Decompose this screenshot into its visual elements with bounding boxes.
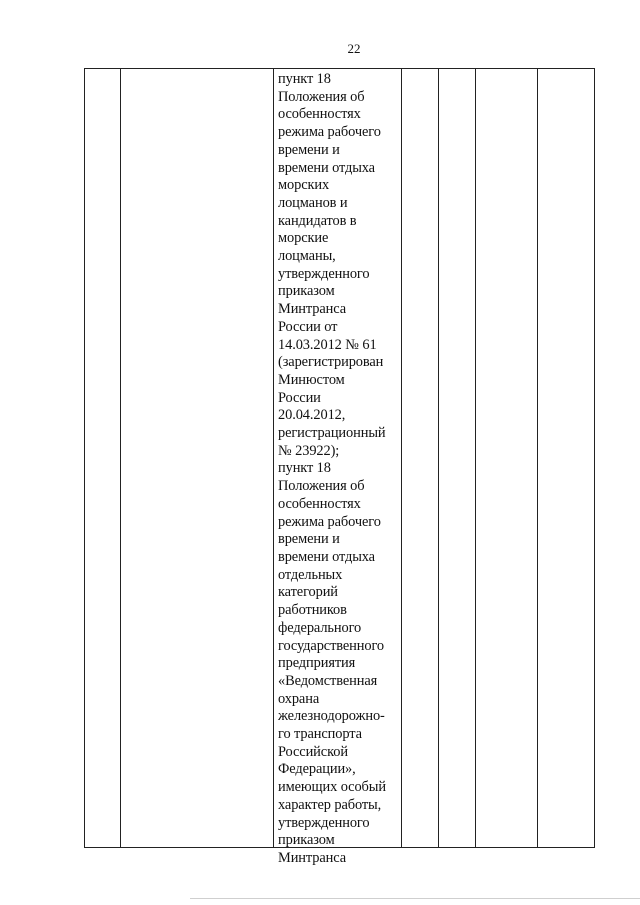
bottom-rule: [190, 898, 640, 899]
column-divider-4: [438, 68, 439, 848]
page-number: 22: [347, 41, 361, 56]
column-divider-3: [401, 68, 402, 848]
column-divider-6: [537, 68, 538, 848]
column-divider-5: [475, 68, 476, 848]
table-cell-text: пункт 18 Положения об особенностях режима рабочего времени и времени отдыха морских лоцманов и кандидатов в морские лоцманы, утвержденного приказом Минтранса России от 14.03.2012 № 61 (зарегистрирован Минюстом России 20.04.2012, регистрационный № 23922); пункт 18 Положения об особенностях режима рабочего времени и времени отдыха отдельных категорий работников федерального государственного предприятия «Ведомственная охрана железнодорожно- го транспорта Российской Федерации», имеющих особый характер работы, утвержденного приказом Минтранса: [278, 71, 386, 866]
column-divider-1: [120, 68, 121, 848]
column-divider-2: [273, 68, 274, 848]
